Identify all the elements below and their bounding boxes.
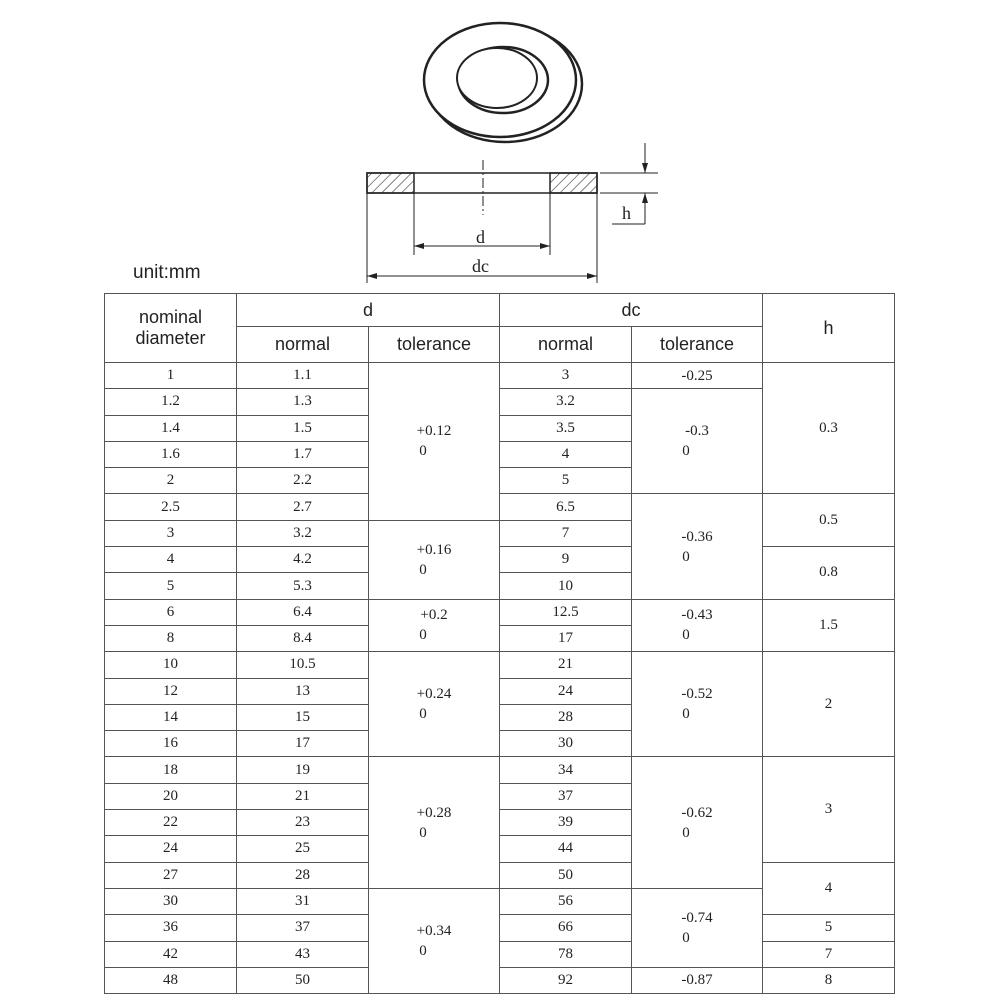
dc-normal-cell: 37 [500,783,632,809]
d-normal-cell: 10.5 [237,652,369,678]
dc-normal-cell: 3 [500,363,632,389]
header-nominal-line1: nominal [138,307,203,327]
dc-tolerance-cell [632,757,763,888]
tolerance-upper: -0.3 [685,423,709,440]
header-d: d [237,294,500,327]
tolerance-lower: 0 [419,627,427,644]
d-normal-cell: 1.1 [237,363,369,389]
header-h: h [763,294,895,363]
tolerance-lower: 0 [682,929,690,946]
tolerance-lower: 0 [682,824,690,841]
dc-normal-cell: 12.5 [500,599,632,625]
d-normal-cell: 19 [237,757,369,783]
header-dc-tolerance: tolerance [632,327,763,363]
table-row [105,862,895,888]
d-tolerance-cell [369,599,500,652]
h-cell: 5 [763,915,895,941]
h-label: h [622,203,631,223]
d-dimension [414,193,550,255]
d-normal-cell: 37 [237,915,369,941]
washer-cross-section [367,160,597,215]
header-dc-normal: normal [500,327,632,363]
tolerance-lower: 0 [682,443,690,460]
dc-normal-cell: 4 [500,441,632,467]
h-dimension [600,143,658,224]
dc-normal-cell: 92 [500,967,632,993]
unit-label: unit:mm [133,262,201,283]
nominal-diameter-cell: 1 [105,363,237,389]
nominal-diameter-cell: 10 [105,652,237,678]
table-row [105,363,895,389]
h-cell: 0.3 [763,363,895,494]
tolerance-upper: -0.74 [681,909,713,926]
d-normal-cell: 3.2 [237,520,369,546]
h-cell: 0.8 [763,547,895,600]
dc-tolerance-cell [632,389,763,494]
dc-normal-cell: 7 [500,520,632,546]
dc-normal-cell: 3.2 [500,389,632,415]
nominal-diameter-cell: 48 [105,967,237,993]
nominal-diameter-cell: 27 [105,862,237,888]
table-row [105,967,895,993]
nominal-diameter-cell: 18 [105,757,237,783]
tolerance-upper: +0.12 [416,423,452,440]
d-normal-cell: 1.5 [237,415,369,441]
nominal-diameter-cell: 5 [105,573,237,599]
h-cell: 7 [763,941,895,967]
table-body [105,363,895,994]
tolerance-lower: 0 [419,943,427,960]
tolerance-lower: 0 [682,706,690,723]
nominal-diameter-cell: 14 [105,704,237,730]
d-tolerance-cell [369,520,500,599]
dc-normal-cell: 30 [500,731,632,757]
d-tolerance-cell [369,757,500,888]
nominal-diameter-cell: 42 [105,941,237,967]
dc-normal-cell: 44 [500,836,632,862]
tolerance-lower: 0 [419,561,427,578]
nominal-diameter-cell: 2 [105,468,237,494]
tolerance-upper: +0.16 [416,541,452,558]
d-normal-cell: 5.3 [237,573,369,599]
d-tolerance-cell [369,888,500,993]
d-normal-cell: 1.3 [237,389,369,415]
nominal-diameter-cell: 1.2 [105,389,237,415]
tolerance-lower: 0 [419,824,427,841]
nominal-diameter-cell: 8 [105,625,237,651]
washer-spec-table [104,293,895,994]
nominal-diameter-cell: 4 [105,547,237,573]
d-normal-cell: 21 [237,783,369,809]
header-nominal-diameter [105,294,237,363]
d-normal-cell: 17 [237,731,369,757]
dc-normal-cell: 10 [500,573,632,599]
h-cell: 3 [763,757,895,862]
table-row [105,915,895,941]
dc-normal-cell: 24 [500,678,632,704]
dc-normal-cell: 5 [500,468,632,494]
nominal-diameter-cell: 1.4 [105,415,237,441]
header-d-normal: normal [237,327,369,363]
d-normal-cell: 6.4 [237,599,369,625]
d-normal-cell: 8.4 [237,625,369,651]
tolerance-lower: 0 [419,706,427,723]
nominal-diameter-cell: 12 [105,678,237,704]
tolerance-upper: -0.25 [681,367,713,384]
nominal-diameter-cell: 2.5 [105,494,237,520]
nominal-diameter-cell: 30 [105,888,237,914]
d-normal-cell: 13 [237,678,369,704]
table-row [105,494,895,520]
table-row [105,757,895,783]
h-cell: 1.5 [763,599,895,652]
dc-tolerance-cell [632,363,763,389]
dc-tolerance-cell [632,599,763,652]
nominal-diameter-cell: 20 [105,783,237,809]
d-normal-cell: 15 [237,704,369,730]
nominal-diameter-cell: 16 [105,731,237,757]
dc-tolerance-cell [632,494,763,599]
d-normal-cell: 50 [237,967,369,993]
nominal-diameter-cell: 1.6 [105,441,237,467]
d-normal-cell: 23 [237,810,369,836]
table-row [105,652,895,678]
table-row [105,941,895,967]
nominal-diameter-cell: 3 [105,520,237,546]
h-cell: 0.5 [763,494,895,547]
dc-normal-cell: 9 [500,547,632,573]
d-normal-cell: 43 [237,941,369,967]
d-tolerance-cell [369,652,500,757]
tolerance-upper: -0.87 [681,972,713,989]
d-label: d [476,227,485,247]
tolerance-lower: 0 [419,443,427,460]
tolerance-upper: -0.62 [681,804,713,821]
d-normal-cell: 2.2 [237,468,369,494]
dc-tolerance-cell [632,888,763,967]
dc-normal-cell: 6.5 [500,494,632,520]
tolerance-upper: -0.43 [681,607,713,624]
d-normal-cell: 1.7 [237,441,369,467]
washer-drawing [0,0,1000,290]
table-row [105,599,895,625]
nominal-diameter-cell: 22 [105,810,237,836]
d-normal-cell: 2.7 [237,494,369,520]
header-nominal-line2: diameter [135,328,206,348]
d-normal-cell: 28 [237,862,369,888]
dc-normal-cell: 56 [500,888,632,914]
tolerance-upper: +0.34 [416,923,452,940]
dc-normal-cell: 39 [500,810,632,836]
header-dc: dc [500,294,763,327]
washer-3d-view [424,23,582,142]
nominal-diameter-cell: 6 [105,599,237,625]
d-tolerance-cell [369,363,500,521]
tolerance-lower: 0 [682,548,690,565]
dc-normal-cell: 66 [500,915,632,941]
dc-tolerance-cell [632,652,763,757]
dc-normal-cell: 50 [500,862,632,888]
tolerance-upper: +0.24 [416,686,452,703]
tolerance-upper: -0.52 [681,686,713,703]
d-normal-cell: 31 [237,888,369,914]
nominal-diameter-cell: 24 [105,836,237,862]
tolerance-upper: -0.36 [681,528,713,545]
tolerance-upper: +0.2 [420,607,448,624]
h-cell: 8 [763,967,895,993]
tolerance-upper: +0.28 [416,804,452,821]
dc-normal-cell: 78 [500,941,632,967]
header-d-tolerance: tolerance [369,327,500,363]
dc-normal-cell: 21 [500,652,632,678]
dc-normal-cell: 17 [500,625,632,651]
d-normal-cell: 25 [237,836,369,862]
nominal-diameter-cell: 36 [105,915,237,941]
h-cell: 4 [763,862,895,915]
dc-label: dc [472,256,489,276]
dc-normal-cell: 28 [500,704,632,730]
table-row [105,547,895,573]
tolerance-lower: 0 [682,627,690,644]
d-normal-cell: 4.2 [237,547,369,573]
dc-normal-cell: 34 [500,757,632,783]
dc-tolerance-cell [632,967,763,993]
h-cell: 2 [763,652,895,757]
dc-normal-cell: 3.5 [500,415,632,441]
